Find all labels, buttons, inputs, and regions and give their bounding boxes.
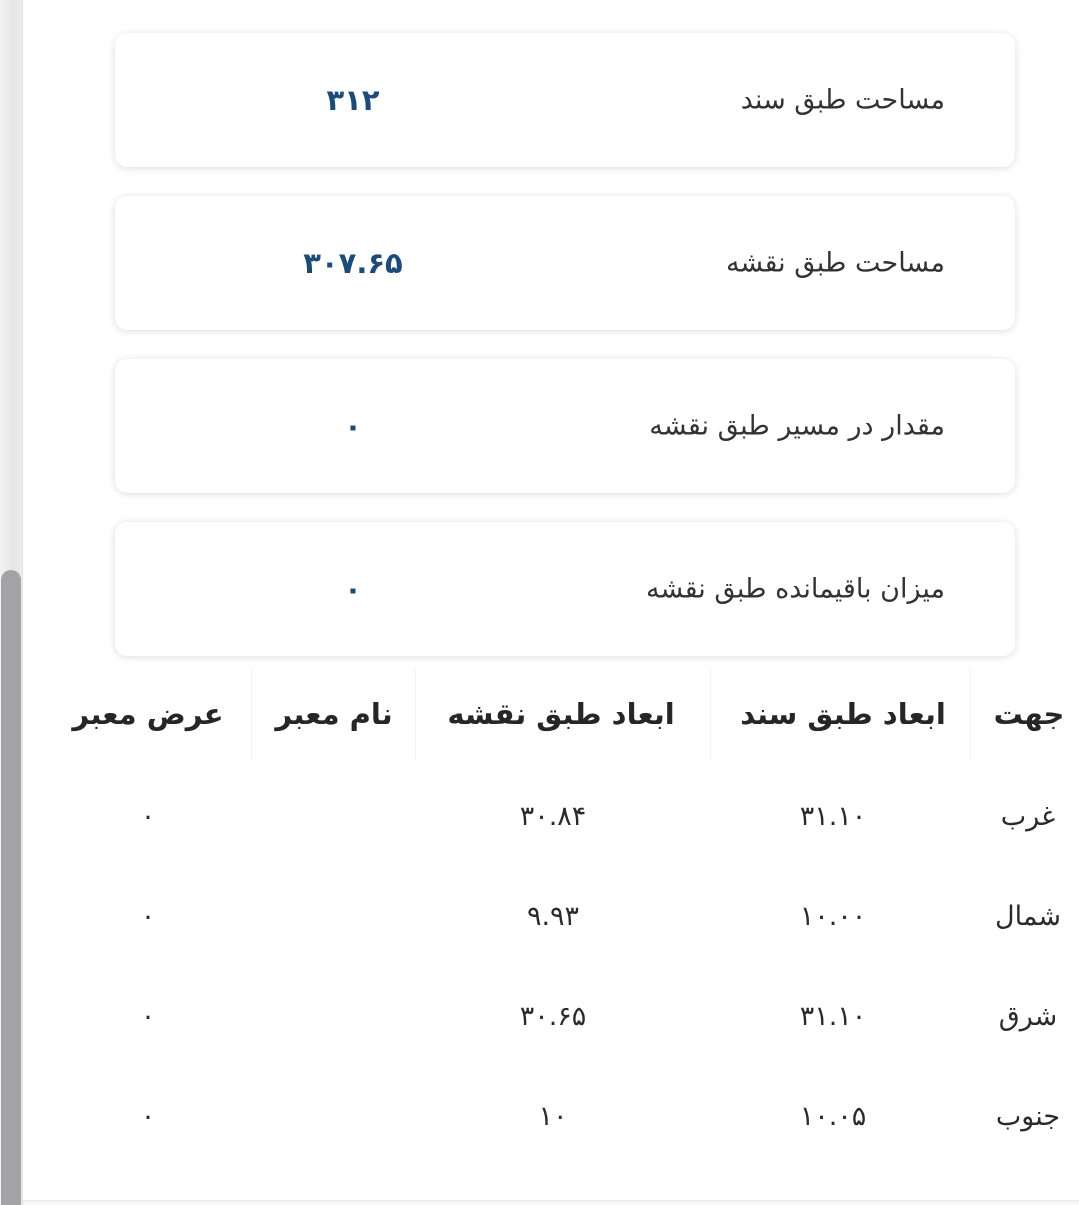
cell-passage-name xyxy=(244,1066,420,1166)
table-row xyxy=(23,966,1079,1066)
area-by-map-card xyxy=(115,196,1015,330)
remaining-amount-label: میزان باقیمانده طبق نقشه xyxy=(646,573,945,605)
cell-map-dims: ۱۰ xyxy=(538,1100,568,1132)
amount-in-route-value: ۰ xyxy=(344,409,362,443)
cell-passage-name xyxy=(244,866,420,966)
cell-doc-dims: ۱۰.۰۰ xyxy=(799,900,867,932)
cell-doc-dims: ۱۰.۰۵ xyxy=(799,1100,867,1132)
area-by-deed-label: مساحت طبق سند xyxy=(740,84,945,116)
header-passage-name: نام معبر xyxy=(275,697,393,731)
scrollbar-track[interactable] xyxy=(0,0,23,1205)
cell-map-dims: ۳۰.۶۵ xyxy=(519,1000,587,1032)
cell-passage-width: ۰ xyxy=(140,900,156,932)
table-row xyxy=(23,866,1079,966)
area-by-deed-value: ۳۱۲ xyxy=(326,83,380,117)
cell-direction: شمال xyxy=(994,900,1062,932)
cell-doc-dims: ۳۱.۱۰ xyxy=(799,800,867,832)
cell-map-dims: ۳۰.۸۴ xyxy=(519,800,587,832)
area-by-map-label: مساحت طبق نقشه xyxy=(725,247,945,279)
cell-passage-width: ۰ xyxy=(140,1100,156,1132)
table-header-row xyxy=(23,668,1079,760)
cell-direction: جنوب xyxy=(995,1100,1061,1132)
header-doc-dims: ابعاد طبق سند xyxy=(740,697,946,731)
amount-in-route-label: مقدار در مسیر طبق نقشه xyxy=(649,410,945,442)
header-passage-width: عرض معبر xyxy=(72,697,224,731)
area-by-deed-card xyxy=(115,33,1015,167)
scrollbar-thumb[interactable] xyxy=(1,570,21,1205)
content-area xyxy=(23,0,1079,1202)
cell-direction: غرب xyxy=(1000,800,1056,832)
cell-map-dims: ۹.۹۳ xyxy=(526,900,580,932)
dimensions-table xyxy=(23,668,1079,1166)
cell-doc-dims: ۳۱.۱۰ xyxy=(799,1000,867,1032)
cell-direction: شرق xyxy=(998,1000,1058,1032)
remaining-amount-value: ۰ xyxy=(344,572,362,606)
cell-passage-width: ۰ xyxy=(140,1000,156,1032)
cell-passage-name xyxy=(244,966,420,1066)
header-direction: جهت xyxy=(993,697,1065,731)
table-row xyxy=(23,1066,1079,1166)
cell-passage-width: ۰ xyxy=(140,800,156,832)
remaining-amount-card xyxy=(115,522,1015,656)
table-row xyxy=(23,766,1079,866)
amount-in-route-card xyxy=(115,359,1015,493)
area-by-map-value: ۳۰۷.۶۵ xyxy=(303,246,403,280)
cell-passage-name xyxy=(244,766,420,866)
header-map-dims: ابعاد طبق نقشه xyxy=(447,697,675,731)
